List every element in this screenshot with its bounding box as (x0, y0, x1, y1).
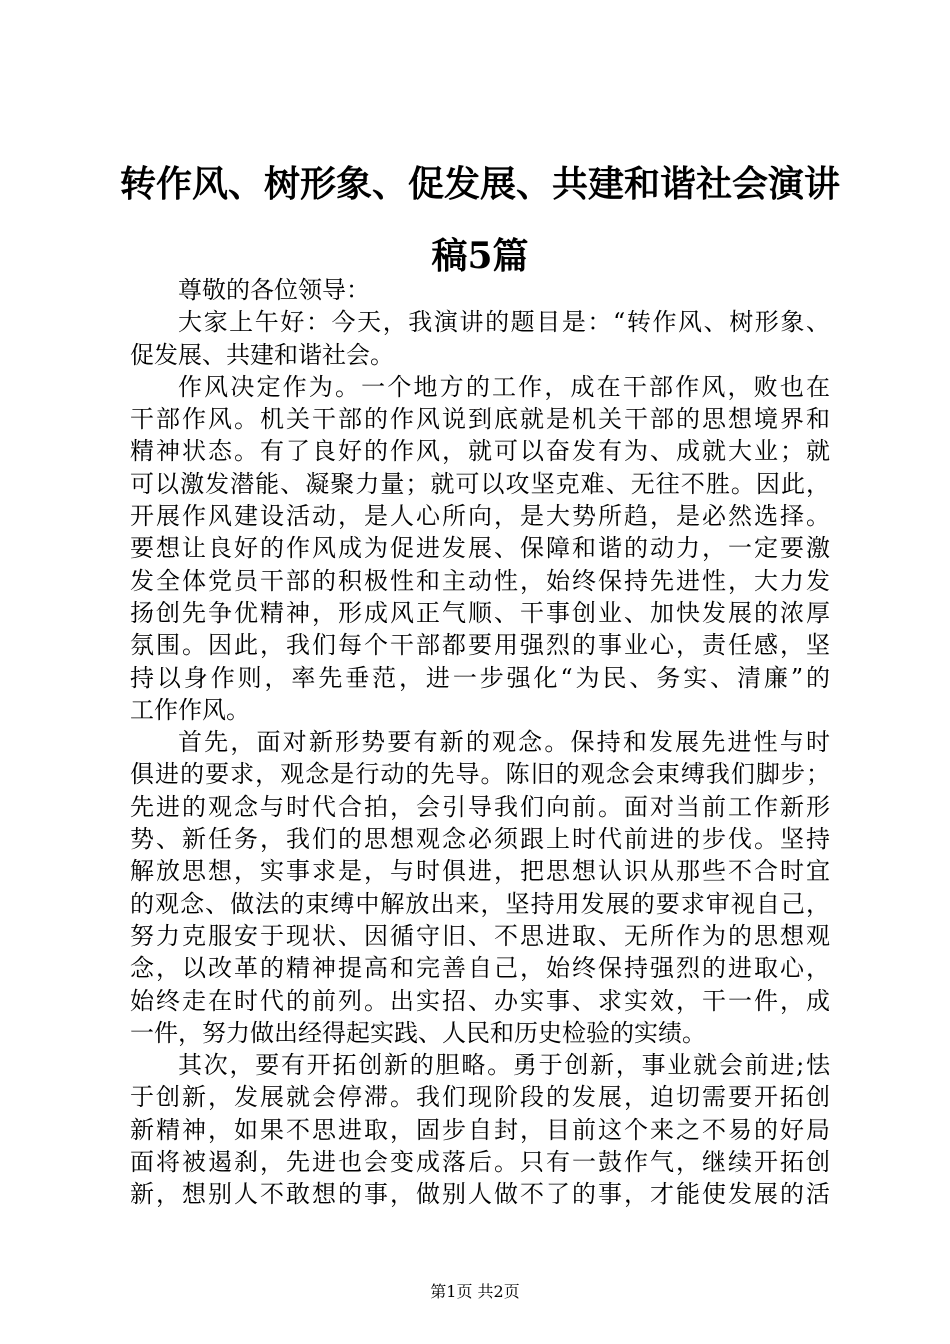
paragraph-line: 大家上午好：今天，我演讲的题目是：“转作风、树形象、 (178, 308, 830, 337)
paragraph-line: 发全体党员干部的积极性和主动性，始终保持先进性，大力发 (130, 566, 830, 595)
page-footer: 第1页 共2页 (430, 1282, 520, 1301)
paragraph-line: 促发展、共建和谐社会。 (130, 340, 394, 369)
paragraph-line: 开展作风建设活动，是人心所向，是大势所趋，是必然选择。 (130, 502, 830, 531)
document-title-line-1: 转作风、树形象、促发展、共建和谐社会演讲 (119, 163, 840, 205)
document-body (130, 274, 830, 1211)
paragraph-line: 首先，面对新形势要有新的观念。保持和发展先进性与时 (178, 728, 830, 757)
paragraph-line: 解放思想，实事求是，与时俱进，把思想认识从那些不合时宜 (130, 857, 830, 886)
paragraph-line: 作风决定作为。一个地方的工作，成在干部作风，败也在 (178, 372, 830, 401)
paragraph (130, 726, 830, 1049)
paragraph-line: 氛围。因此，我们每个干部都要用强烈的事业心，责任感，坚 (130, 631, 830, 660)
paragraph-line: 持以身作则，率先垂范，进一步强化“为民、务实、清廉”的 (130, 663, 830, 692)
paragraph-line: 先进的观念与时代合拍，会引导我们向前。面对当前工作新形 (130, 792, 830, 821)
paragraph-line: 可以激发潜能、凝聚力量；就可以攻坚克难、无往不胜。因此， (130, 469, 830, 498)
paragraph-line: 扬创先争优精神，形成风正气顺、干事创业、加快发展的浓厚 (130, 598, 830, 627)
paragraph (130, 1049, 830, 1210)
paragraph-line: 势、新任务，我们的思想观念必须跟上时代前进的步伐。坚持 (130, 825, 830, 854)
paragraph-line: 尊敬的各位领导： (178, 276, 370, 304)
paragraph (130, 306, 830, 371)
paragraph-line: 新，想别人不敢想的事，做别人做不了的事，才能使发展的活 (130, 1180, 830, 1209)
paragraph-line: 努力克服安于现状、因循守旧、不思进取、无所作为的思想观 (130, 921, 830, 950)
paragraph-line: 要想让良好的作风成为促进发展、保障和谐的动力，一定要激 (130, 534, 830, 563)
paragraph-line: 工作作风。 (130, 695, 250, 724)
paragraph-line: 面将被遏刹，先进也会变成落后。只有一鼓作气，继续开拓创 (130, 1148, 830, 1177)
paragraph-line: 其次，要有开拓创新的胆略。勇于创新，事业就会前进;怯 (178, 1051, 830, 1080)
paragraph-line: 干部作风。机关干部的作风说到底就是机关干部的思想境界和 (130, 405, 830, 434)
document-title-line-2: 稿5篇 (431, 235, 529, 277)
paragraph-line: 俱进的要求，观念是行动的先导。陈旧的观念会束缚我们脚步； (130, 760, 830, 789)
paragraph-line: 始终走在时代的前列。出实招、办实事、求实效，干一件，成 (130, 986, 830, 1015)
paragraph-line: 念，以改革的精神提高和完善自己，始终保持强烈的进取心， (130, 954, 830, 983)
paragraph-line: 精神状态。有了良好的作风，就可以奋发有为、成就大业；就 (130, 437, 830, 466)
paragraph (130, 371, 830, 726)
paragraph-line: 的观念、做法的束缚中解放出来，坚持用发展的要求审视自己， (130, 889, 830, 918)
paragraph-line: 于创新，发展就会停滞。我们现阶段的发展，迫切需要开拓创 (130, 1083, 830, 1112)
paragraph (130, 274, 830, 306)
paragraph-line: 一件，努力做出经得起实践、人民和历史检验的实绩。 (130, 1018, 706, 1047)
paragraph-line: 新精神，如果不思进取，固步自封，目前这个来之不易的好局 (130, 1115, 830, 1144)
